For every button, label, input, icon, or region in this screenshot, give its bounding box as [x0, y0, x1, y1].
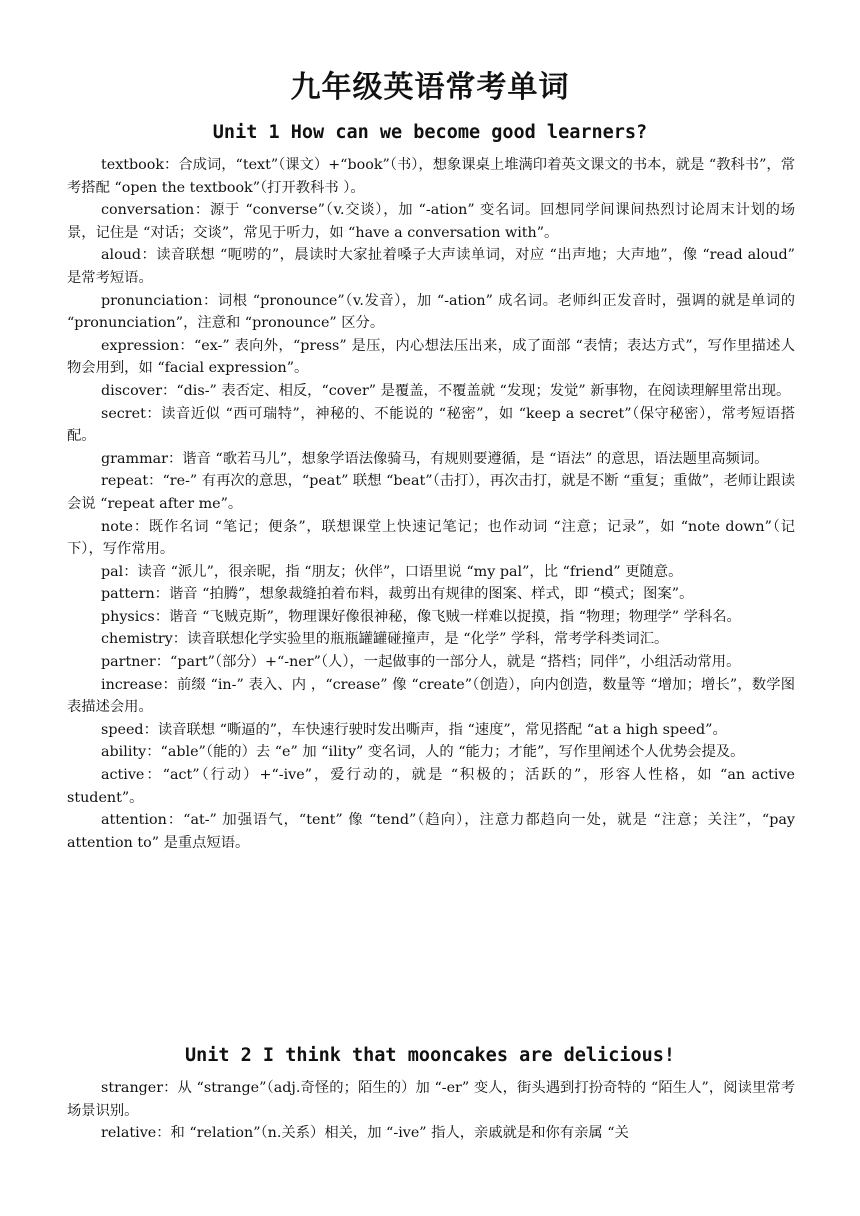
page-title: 九年级英语常考单词 — [290, 70, 570, 105]
unit-1-word-list — [67, 154, 795, 854]
entry-stranger: stranger：从 “strange”（adj.奇怪的；陌生的）加 “-er” 变人，街头遇到打扮奇特的 “陌生人”，阅读里常考场景识别。 — [67, 1080, 795, 1119]
entry-chemistry: chemistry：读音联想化学实验里的瓶瓶罐罐碰撞声，是 “化学” 学科，常考学科类词汇。 — [101, 631, 669, 648]
entry-pronunciation: pronunciation：词根 “pronounce”（v.发音），加 “-ation” 成名词。老师纠正发音时，强调的就是单词的 “pronunciation”，注意和 “pronounce” 区分。 — [67, 292, 795, 332]
entry-discover: discover：“dis-” 表否定、相反，“cover” 是覆盖，不覆盖就 “发现；发觉” 新事物，在阅读理解里常出现。 — [101, 382, 791, 399]
entry-aloud: aloud：读音联想 “呃唠的”，晨读时大家扯着嗓子大声读单词，对应 “出声地；大声地”，像 “read aloud” 是常考短语。 — [67, 247, 795, 286]
unit-1-heading: Unit 1 How can we become good learners? — [212, 122, 648, 143]
entry-grammar: grammar：谐音 “歌若马儿”，想象学语法像骑马，有规则要遵循，是 “语法” 的意思，语法题里高频词。 — [101, 450, 769, 467]
unit-2-word-list — [67, 1077, 795, 1145]
entry-partner: partner：“part”（部分）+“-ner”（人），一起做事的一部分人，就是 “搭档；同伴”，小组活动常用。 — [101, 654, 741, 671]
entry-increase: increase：前缀 “in-” 表入、内 ，“crease” 像 “create”（创造），向内创造，数量等 “增加；增长”，数学图表描述会用。 — [67, 676, 795, 716]
entry-repeat: repeat：“re-” 有再次的意思，“peat” 联想 “beat”（击打），再次击打，就是不断 “重复；重做”，老师让跟读会说 “repeat after me”。 — [67, 473, 795, 512]
entry-pal: pal：读音 “派儿”，很亲昵，指 “朋友；伙伴”，口语里说 “my pal”，比 “friend” 更随意。 — [101, 563, 683, 580]
entry-conversation: conversation：源于 “converse”（v.交谈），加 “-ation” 变名词。回想同学间课间热烈讨论周末计划的场景，记住是 “对话；交谈”，常见于听力，如 “have a conversation with”。 — [67, 202, 795, 241]
entry-physics: physics：谐音 “飞贼克斯”，物理课好像很神秘，像飞贼一样难以捉摸，指 “物理；物理学” 学科名。 — [101, 608, 741, 625]
entry-ability: ability：“able”（能的）去 “e” 加 “ility” 变名词，人的 “能力；才能”，写作里阐述个人优势会提及。 — [101, 744, 745, 761]
entry-speed: speed：读音联想 “嘶逼的”，车快速行驶时发出嘶声，指 “速度”，常见搭配 “at a high speed”。 — [101, 721, 727, 738]
unit-2-heading: Unit 2 I think that mooncakes are delicious! — [184, 1045, 676, 1066]
entry-active: active：“act”（行动）+“-ive”，爱行动的，就是 “积极的；活跃的”，形容人性格，如 “an active student”。 — [67, 767, 795, 806]
entry-secret: secret：读音近似 “西可瑞特”，神秘的、不能说的 “秘密”，如 “keep a secret”（保守秘密），常考短语搭配。 — [67, 405, 795, 445]
entry-pattern: pattern：谐音 “拍腾”，想象裁缝拍着布料，裁剪出有规律的图案、样式，即 “模式；图案”。 — [101, 586, 694, 603]
entry-attention: attention：“at-” 加强语气，“tent” 像 “tend”（趋向），注意力都趋向一处，就是 “注意；关注”，“pay attention to” 是重点短语。 — [67, 812, 795, 851]
entry-textbook: textbook：合成词，“text”（课文）+“book”（书），想象课桌上堆满印着英文课文的书本，就是 “教科书”，常考搭配 “open the textbook”（打开教科书 ）。 — [67, 157, 795, 196]
entry-expression: expression：“ex-” 表向外，“press” 是压，内心想法压出来，成了面部 “表情；表达方式”，写作里描述人物会用到，如 “facial expression”。 — [67, 337, 795, 377]
entry-relative: relative：和 “relation”（n.关系）相关，加 “-ive” 指人，亲戚就是和你有亲属 “关 — [101, 1125, 629, 1142]
entry-note: note：既作名词 “笔记；便条”，联想课堂上快速记笔记；也作动词 “注意；记录”，如 “note down”（记下），写作常用。 — [67, 518, 795, 558]
